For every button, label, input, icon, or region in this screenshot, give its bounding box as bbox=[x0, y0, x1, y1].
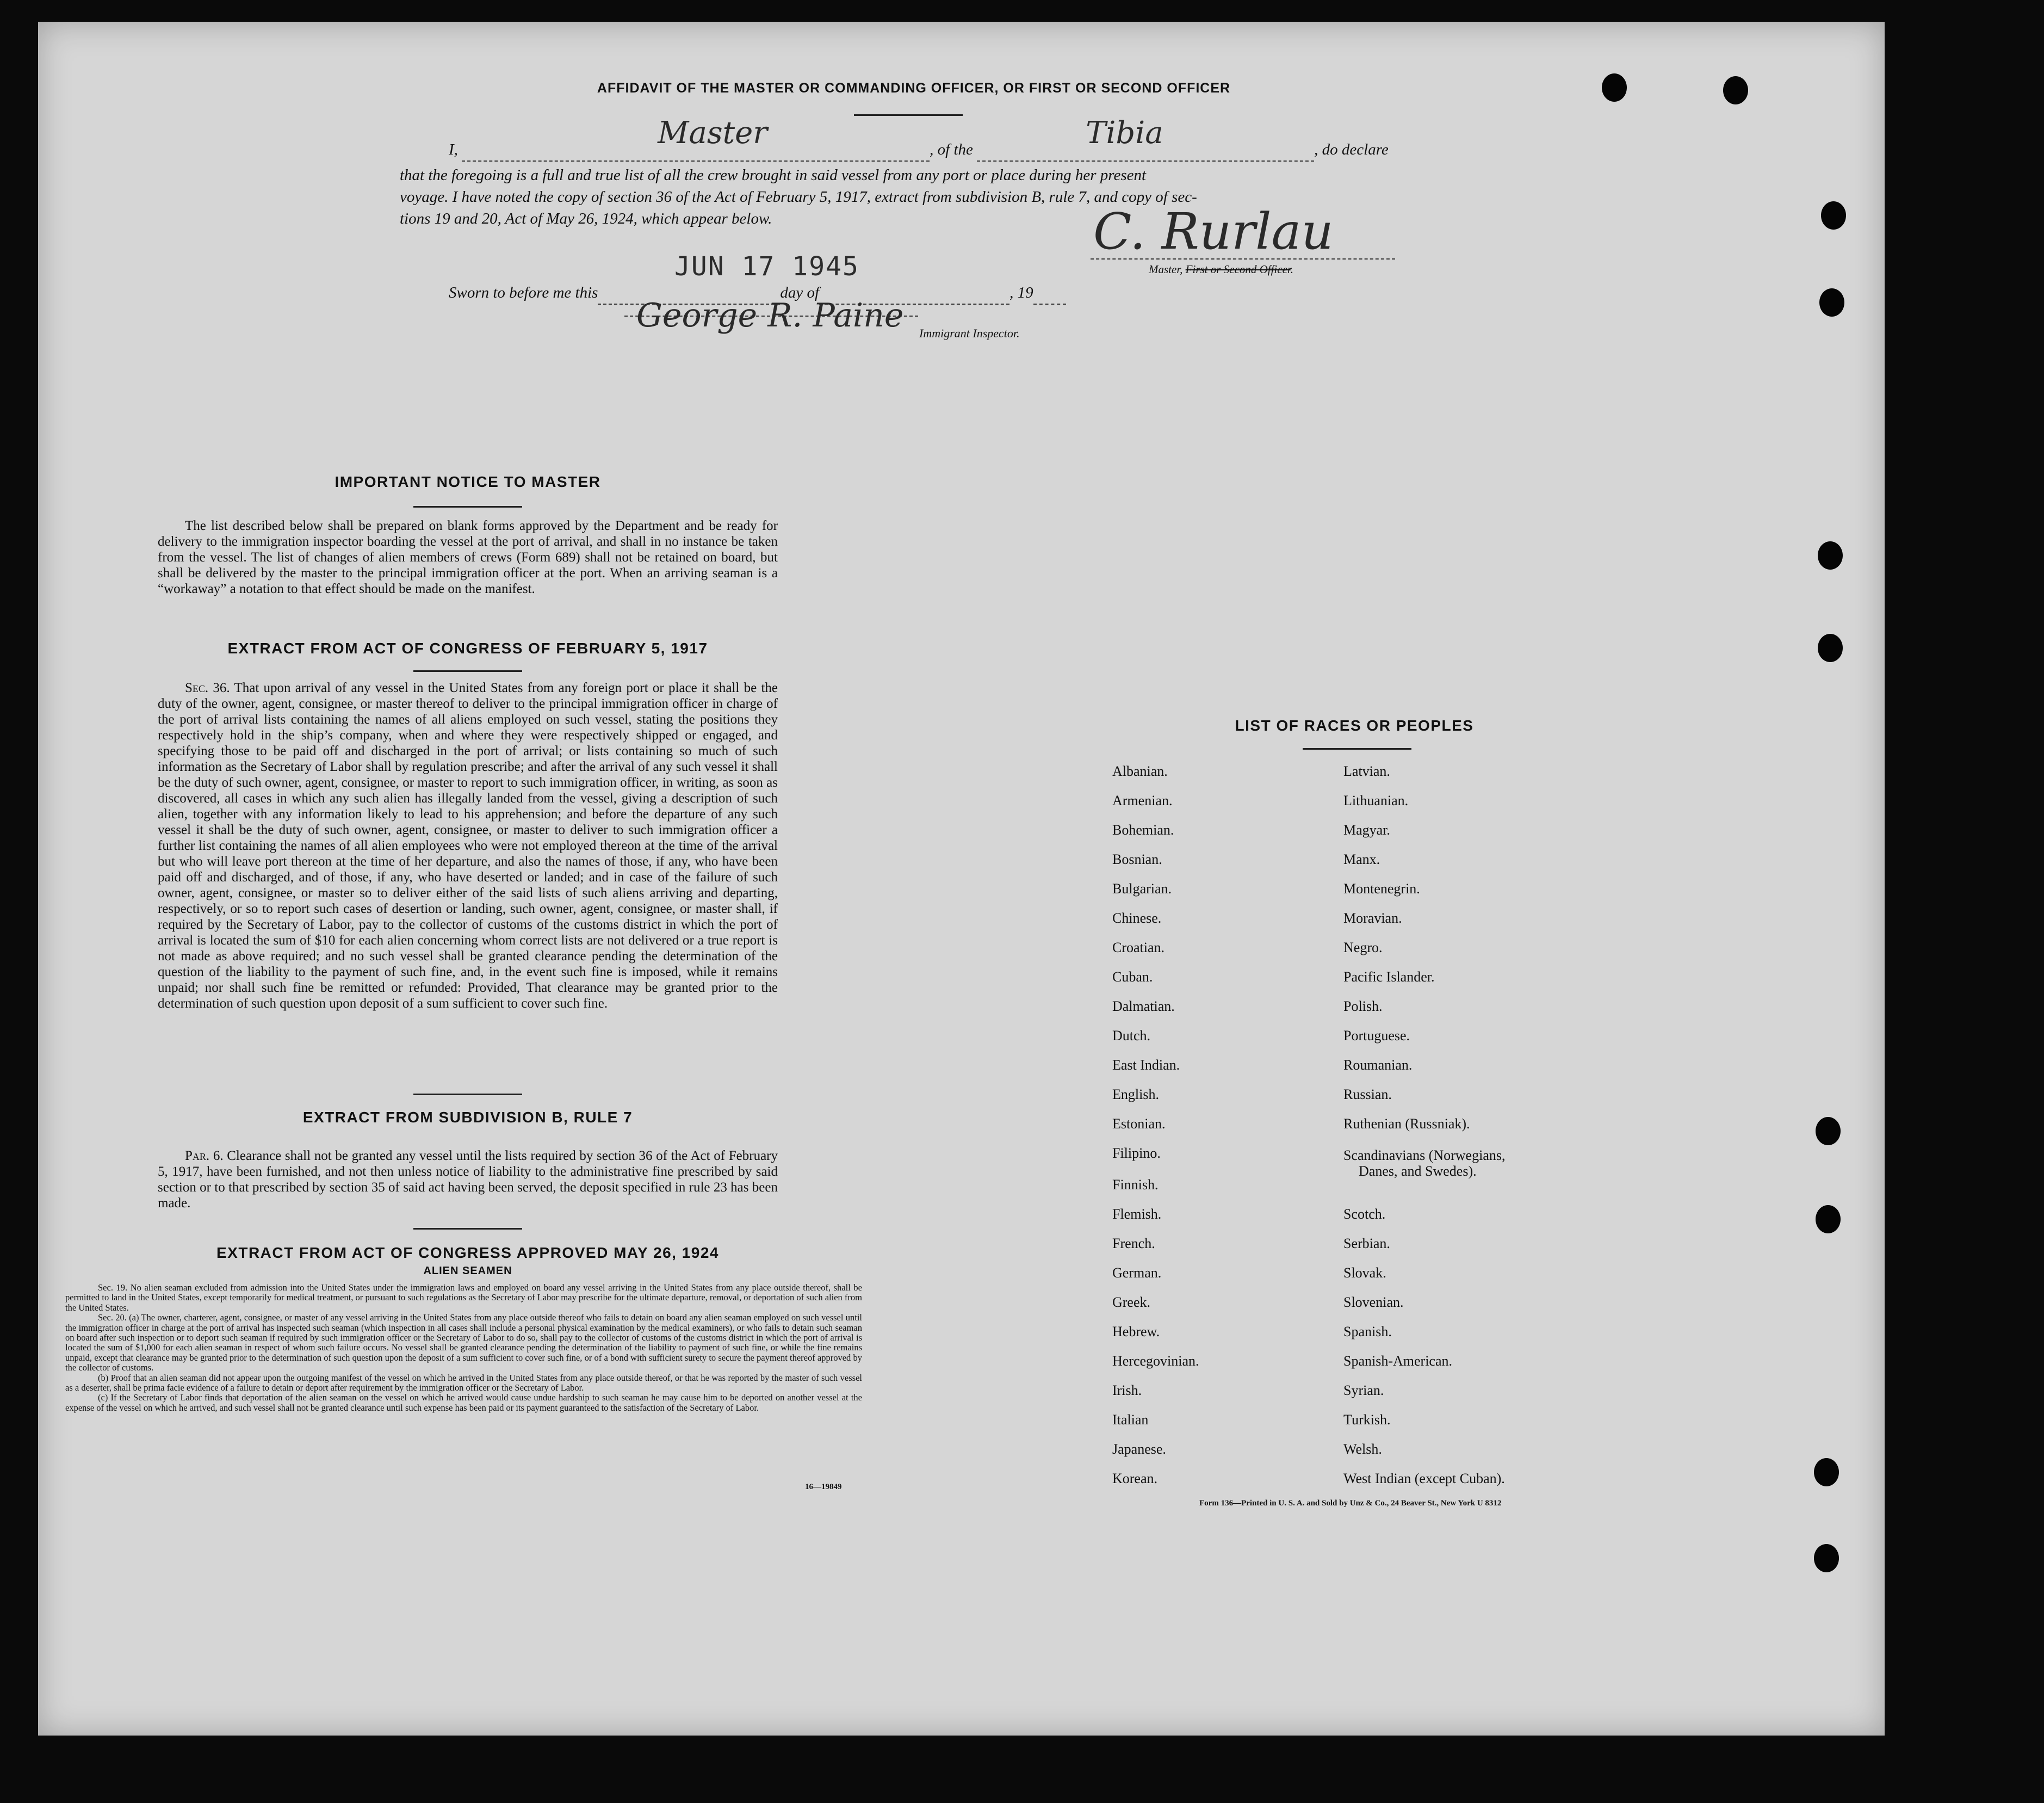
punch-hole bbox=[1602, 73, 1627, 102]
race-item: Greek. bbox=[1112, 1294, 1151, 1310]
sworn-year-field bbox=[1033, 282, 1066, 305]
race-item: Armenian. bbox=[1112, 793, 1173, 808]
sec20a-text: Sec. 20. (a) The owner, charterer, agent, consignee, or master of any vessel arriving in the United States from any place outside thereof who fails to detain on board any alien seaman employed on such vessel until the immigration officer in charge at the port of arrival has inspected such seaman (which inspection in all cases shall include a personal physical examination by the medical examiners), or who fails to detain such seaman on board after such inspection or to deport such seaman if required by such immigration officer or the Secretary of Labor to do so, shall pay to the collector of customs of the customs district in which the port of arrival is located the sum of $1,000 for each alien seaman in respect of whom such failure occurs. No vessel shall be granted clearance pending the determination of the liability to payment of such fine, or while the fine remains unpaid, except that clearance may be granted prior to the determination of such question upon the deposit of a sum sufficient to cover such fine, or of a bond with sufficient surety to secure the payment thereof approved by the collector of customs. bbox=[65, 1312, 862, 1373]
name-handwriting: Master bbox=[658, 115, 768, 151]
race-item: Bosnian. bbox=[1112, 851, 1162, 867]
extract-1917-body bbox=[158, 680, 778, 1011]
notice-heading: IMPORTANT NOTICE TO MASTER bbox=[335, 473, 601, 490]
race-item: Bohemian. bbox=[1112, 822, 1174, 838]
of-the-label: , of the bbox=[930, 141, 973, 158]
section-divider bbox=[413, 1094, 522, 1095]
extract-1917-heading: EXTRACT FROM ACT OF CONGRESS OF FEBRUARY 5, 1917 bbox=[227, 640, 708, 657]
race-item: Moravian. bbox=[1343, 910, 1402, 926]
race-item: Hercegovinian. bbox=[1112, 1353, 1199, 1369]
affidavit-title: AFFIDAVIT OF THE MASTER OR COMMANDING OFFICER, OR FIRST OR SECOND OFFICER bbox=[597, 81, 1231, 96]
race-item: English. bbox=[1112, 1086, 1159, 1102]
race-item: Hebrew. bbox=[1112, 1324, 1160, 1339]
race-item: Filipino. bbox=[1112, 1145, 1161, 1161]
declaration-line-3: voyage. I have noted the copy of section 36 of the Act of February 5, 1917, extract from subdivision B, rule 7, and copy of sec- bbox=[400, 188, 1197, 206]
race-item: Pacific Islander. bbox=[1343, 969, 1435, 985]
punch-hole bbox=[1816, 1117, 1841, 1145]
race-item: Bulgarian. bbox=[1112, 881, 1172, 897]
title-divider bbox=[854, 114, 963, 116]
master-caption bbox=[1149, 263, 1293, 276]
notice-body bbox=[158, 518, 778, 597]
date-stamp: JUN 17 1945 bbox=[674, 251, 859, 282]
race-item: Korean. bbox=[1112, 1471, 1158, 1486]
sec20c-text: (c) If the Secretary of Labor finds that deportation of the alien seaman on the vessel on which he arrived would cause undue hardship to such seaman he may cause him to be deported on another vessel at the expense of the vessel on which he arrived, and such vessel shall not be granted clearance until such expense has been paid or its payment guaranteed to the satisfaction of the Secretary of Labor. bbox=[65, 1392, 862, 1413]
inspector-label: Immigrant Inspector. bbox=[919, 326, 1020, 340]
race-item: Slovenian. bbox=[1343, 1294, 1404, 1310]
master-end: . bbox=[1290, 263, 1293, 276]
race-item: Slovak. bbox=[1343, 1265, 1386, 1281]
race-item: West Indian (except Cuban). bbox=[1343, 1471, 1505, 1486]
race-item: Scotch. bbox=[1343, 1206, 1386, 1222]
declaration-line-1 bbox=[449, 115, 1428, 162]
master-strikethrough: First or Second Officer bbox=[1185, 263, 1291, 276]
rule7-body bbox=[158, 1148, 778, 1211]
printer-footer: Form 136—Printed in U. S. A. and Sold by Unz & Co., 24 Beaver St., New York U 8312 bbox=[1199, 1499, 1502, 1508]
rule7-heading: EXTRACT FROM SUBDIVISION B, RULE 7 bbox=[302, 1109, 633, 1126]
master-signature: C. Rurlau bbox=[1093, 202, 1334, 261]
race-item: Ruthenian (Russniak). bbox=[1343, 1116, 1470, 1132]
sec20b-text: (b) Proof that an alien seaman did not appear upon the outgoing manifest of the vessel on which he arrived in the United States from any place outside thereof, or that he was reported by the master of such vessel as a deserter, shall be prima facie evidence of a failure to detain or deport after requirement by the immigration officer or the Secretary of Labor. bbox=[65, 1372, 862, 1393]
punch-hole bbox=[1814, 1458, 1839, 1486]
extract-1924-heading: EXTRACT FROM ACT OF CONGRESS APPROVED MAY 26, 1924 bbox=[216, 1244, 719, 1261]
race-item: Japanese. bbox=[1112, 1441, 1166, 1457]
races-divider bbox=[1303, 748, 1411, 750]
race-item: Dutch. bbox=[1112, 1028, 1151, 1043]
punch-hole bbox=[1818, 634, 1843, 662]
punch-hole bbox=[1816, 1205, 1841, 1233]
race-item: Polish. bbox=[1343, 998, 1383, 1014]
race-item: Croatian. bbox=[1112, 940, 1165, 955]
inspector-signature: George R. Paine bbox=[636, 297, 904, 335]
i-label: I, bbox=[449, 141, 458, 158]
race-item: Dalmatian. bbox=[1112, 998, 1175, 1014]
declaration-line-4: tions 19 and 20, Act of May 26, 1924, which appear below. bbox=[400, 210, 772, 227]
race-item: Danes, and Swedes). bbox=[1359, 1163, 1477, 1179]
race-item: Montenegrin. bbox=[1343, 881, 1420, 897]
race-item: East Indian. bbox=[1112, 1057, 1180, 1073]
race-item: French. bbox=[1112, 1236, 1155, 1251]
punch-hole bbox=[1814, 1544, 1839, 1572]
par6-text: Clearance shall not be granted any vessel until the lists required by section 36 of the Act of February 5, 1917, have been furnished, and not then unless notice of liability to the administrative fine prescribed by said section or to that prescribed by section 35 of said act having been served, the deposit specified in rule 23 has been made. bbox=[158, 1149, 778, 1211]
notice-divider bbox=[413, 506, 522, 508]
sec36-label: Sec. 36. bbox=[185, 681, 230, 695]
sec19-text: Sec. 19. No alien seaman excluded from admission into the United States under the immigration laws and employed on board any vessel arriving in the United States from any place outside thereof, shall be permitted to land in the United States, except temporarily for medical treatment, or pursuant to such regulations as the Secretary of Labor may prescribe for the ultimate departure, removal, or deportation of such alien from the United States. bbox=[65, 1282, 862, 1313]
race-item: Russian. bbox=[1343, 1086, 1392, 1102]
race-item: German. bbox=[1112, 1265, 1162, 1281]
race-item: Manx. bbox=[1343, 851, 1380, 867]
extract-1924-body bbox=[65, 1283, 862, 1413]
race-item: Roumanian. bbox=[1343, 1057, 1413, 1073]
par6-label: Par. 6. bbox=[185, 1149, 224, 1163]
signature-line bbox=[1091, 258, 1395, 260]
race-item: Magyar. bbox=[1343, 822, 1390, 838]
race-item: Spanish. bbox=[1343, 1324, 1392, 1339]
races-heading: LIST OF RACES OR PEOPLES bbox=[1235, 717, 1474, 734]
vessel-field bbox=[977, 115, 1314, 162]
race-item: Estonian. bbox=[1112, 1116, 1166, 1132]
race-item: Finnish. bbox=[1112, 1177, 1159, 1193]
section-divider bbox=[413, 1228, 522, 1230]
notice-text: The list described below shall be prepared on blank forms approved by the Department and be ready for delivery to the immigration inspector boarding the vessel at the port of arrival, and shall in no instance be taken from the vessel. The list of changes of alien members of crews (Form 689) shall not be retained on board, but shall be delivered by the master to the principal immigration officer at the port. When an arriving seaman is a “workaway” a notation to that effect should be made on the manifest. bbox=[158, 518, 778, 596]
race-item: Portuguese. bbox=[1343, 1028, 1410, 1043]
vessel-handwriting: Tibia bbox=[1086, 115, 1163, 151]
race-item: Scandinavians (Norwegians, bbox=[1343, 1147, 1506, 1163]
declaration-line-2: that the foregoing is a full and true list of all the crew brought in said vessel from any port or place during her present bbox=[400, 166, 1147, 184]
punch-hole bbox=[1821, 201, 1846, 230]
extract-1917-divider bbox=[413, 670, 522, 672]
alien-seamen-subheading: ALIEN SEAMEN bbox=[423, 1265, 512, 1277]
do-declare-label: , do declare bbox=[1314, 141, 1389, 158]
race-item: Negro. bbox=[1343, 940, 1383, 955]
master-label: Master, bbox=[1149, 263, 1183, 276]
form-code: 16—19849 bbox=[805, 1483, 842, 1491]
race-item: Serbian. bbox=[1343, 1236, 1390, 1251]
sworn-label: Sworn to before me this bbox=[449, 284, 598, 301]
punch-hole bbox=[1819, 288, 1844, 317]
race-item: Cuban. bbox=[1112, 969, 1153, 985]
sec36-text: That upon arrival of any vessel in the United States from any foreign port or place it shall be the duty of the owner, agent, consignee, or master thereof to deliver to the principal immigration officer in charge of the port of arrival lists containing the names of all aliens employed on such vessel, stating the positions they respectively hold in the ship’s company, when and where they were respectively shipped or engaged, and specifying those to be paid off and discharged in the port of arrival; or lists containing so much of such information as the Secretary of Labor shall by regulation prescribe; and after the arrival of any such vessel it shall be the duty of such owner, agent, consignee, or master to report to such immigration officer, in writing, as soon as discovered, all cases in which any such alien has illegally landed from the vessel, giving a description of such alien, together with any information likely to lead to his apprehension; and before the departure of any such vessel it shall be the duty of such owner, agent, consignee, or master to deliver to such immigration officer a further list containing the names of all alien employees who were not employed thereon at the time of the arrival but who will leave port thereon at the time of her departure, and also the names of those, if any, who have been paid off and discharged, and of those, if any, who have deserted or landed; and in case of the failure of such owner, agent, consignee, or master so to deliver either of the said lists of such aliens arriving and departing, respectively, or so to report such cases of desertion or landing, such owner, agent, consignee, or master shall, if required by the Secretary of Labor, pay to the collector of customs of the customs district in which the port of arrival is located the sum of $10 for each alien concerning whom correct lists are not delivered or a true report is not made as above required; and no such vessel shall be granted clearance pending the determination of the question of the liability to the payment of such fine, and, in the event such fine is imposed, while it remains unpaid; nor shall such fine be remitted or refunded: Provided, That clearance may be granted prior to the determination of such question upon deposit of a sum sufficient to cover such fine. bbox=[158, 681, 778, 1011]
race-item: Turkish. bbox=[1343, 1412, 1391, 1428]
day-of-label: day of bbox=[780, 284, 820, 301]
name-field bbox=[462, 115, 930, 162]
race-item: Welsh. bbox=[1343, 1441, 1382, 1457]
year-prefix: , 19 bbox=[1009, 284, 1033, 301]
race-item: Syrian. bbox=[1343, 1382, 1384, 1398]
race-item: Chinese. bbox=[1112, 910, 1162, 926]
punch-hole bbox=[1818, 541, 1843, 570]
race-item: Italian bbox=[1112, 1412, 1149, 1428]
race-item: Spanish-American. bbox=[1343, 1353, 1453, 1369]
race-item: Flemish. bbox=[1112, 1206, 1162, 1222]
race-item: Latvian. bbox=[1343, 763, 1390, 779]
race-item: Irish. bbox=[1112, 1382, 1142, 1398]
race-item: Lithuanian. bbox=[1343, 793, 1409, 808]
punch-hole bbox=[1723, 76, 1748, 104]
race-item: Albanian. bbox=[1112, 763, 1168, 779]
